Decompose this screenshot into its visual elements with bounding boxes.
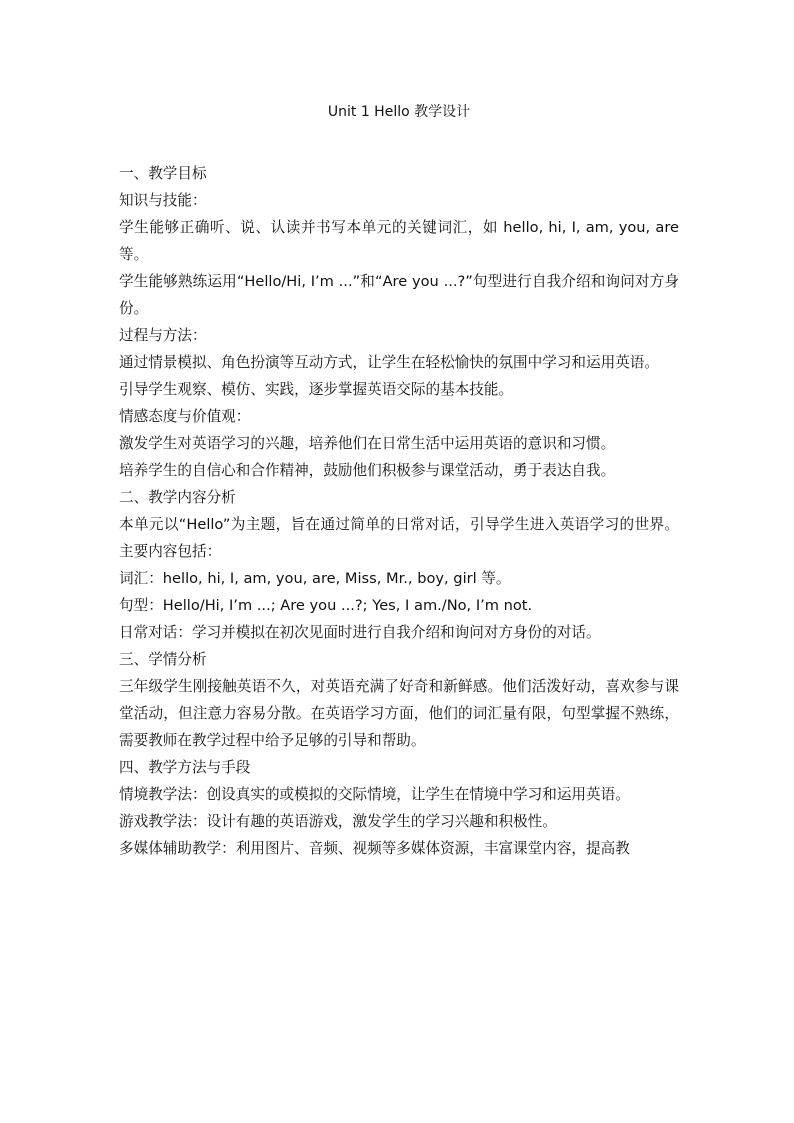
paragraph-sentence-patterns: 句型：Hello/Hi, I’m ...; Are you ...?; Yes, I am./No, I’m not.: [119, 597, 533, 614]
paragraph-vocabulary: 词汇：hello, hi, I, am, you, are, Miss, Mr., boy, girl 等。: [119, 570, 511, 587]
paragraph: 多媒体辅助教学：利用图片、音频、视频等多媒体资源，丰富课堂内容，提高教: [119, 840, 630, 857]
subheading-knowledge-skills: 知识与技能：: [119, 192, 207, 209]
paragraph: 三年级学生刚接触英语不久，对英语充满了好奇和新鲜感。他们活泼好动，喜欢参与课堂活动，但注意力容易分散。在英语学习方面，他们的词汇量有限，句型掌握不熟练，需要教师在教学过程中给予足够的引导和帮助。: [119, 678, 679, 749]
subheading-emotion-values: 情感态度与价值观：: [119, 408, 251, 425]
paragraph: 培养学生的自信心和合作精神，鼓励他们积极参与课堂活动，勇于表达自我。: [119, 462, 616, 479]
document-body: [119, 160, 679, 862]
paragraph: 引导学生观察、模仿、实践，逐步掌握英语交际的基本技能。: [119, 381, 514, 398]
paragraph: 情境教学法：创设真实的或模拟的交际情境，让学生在情境中学习和运用英语。: [119, 786, 630, 803]
document-title: Unit 1 Hello 教学设计: [327, 104, 471, 120]
paragraph: 游戏教学法：设计有趣的英语游戏，激发学生的学习兴趣和积极性。: [119, 813, 557, 830]
document-page: [119, 0, 679, 1123]
paragraph: 通过情景模拟、角色扮演等互动方式，让学生在轻松愉快的氛围中学习和运用英语。: [119, 354, 659, 371]
paragraph: 学生能够正确听、说、认读并书写本单元的关键词汇，如 hello, hi, I, am, you, are 等。: [119, 219, 679, 263]
paragraph-daily-dialogue: 日常对话：学习并模拟在初次见面时进行自我介绍和询问对方身份的对话。: [119, 624, 601, 641]
paragraph: 学生能够熟练运用“Hello/Hi, I’m ...”和“Are you ...?”句型进行自我介绍和询问对方身份。: [119, 273, 679, 317]
paragraph: 激发学生对英语学习的兴趣，培养他们在日常生活中运用英语的意识和习惯。: [119, 435, 616, 452]
section-heading-objectives: 一、教学目标: [119, 165, 207, 182]
paragraph: 本单元以“Hello”为主题，旨在通过简单的日常对话，引导学生进入英语学习的世界。主要内容包括：: [119, 516, 679, 560]
subheading-process-methods: 过程与方法：: [119, 327, 207, 344]
section-heading-learner-analysis: 三、学情分析: [119, 651, 207, 668]
section-heading-methods: 四、教学方法与手段: [119, 759, 251, 776]
section-heading-content-analysis: 二、教学内容分析: [119, 489, 236, 506]
